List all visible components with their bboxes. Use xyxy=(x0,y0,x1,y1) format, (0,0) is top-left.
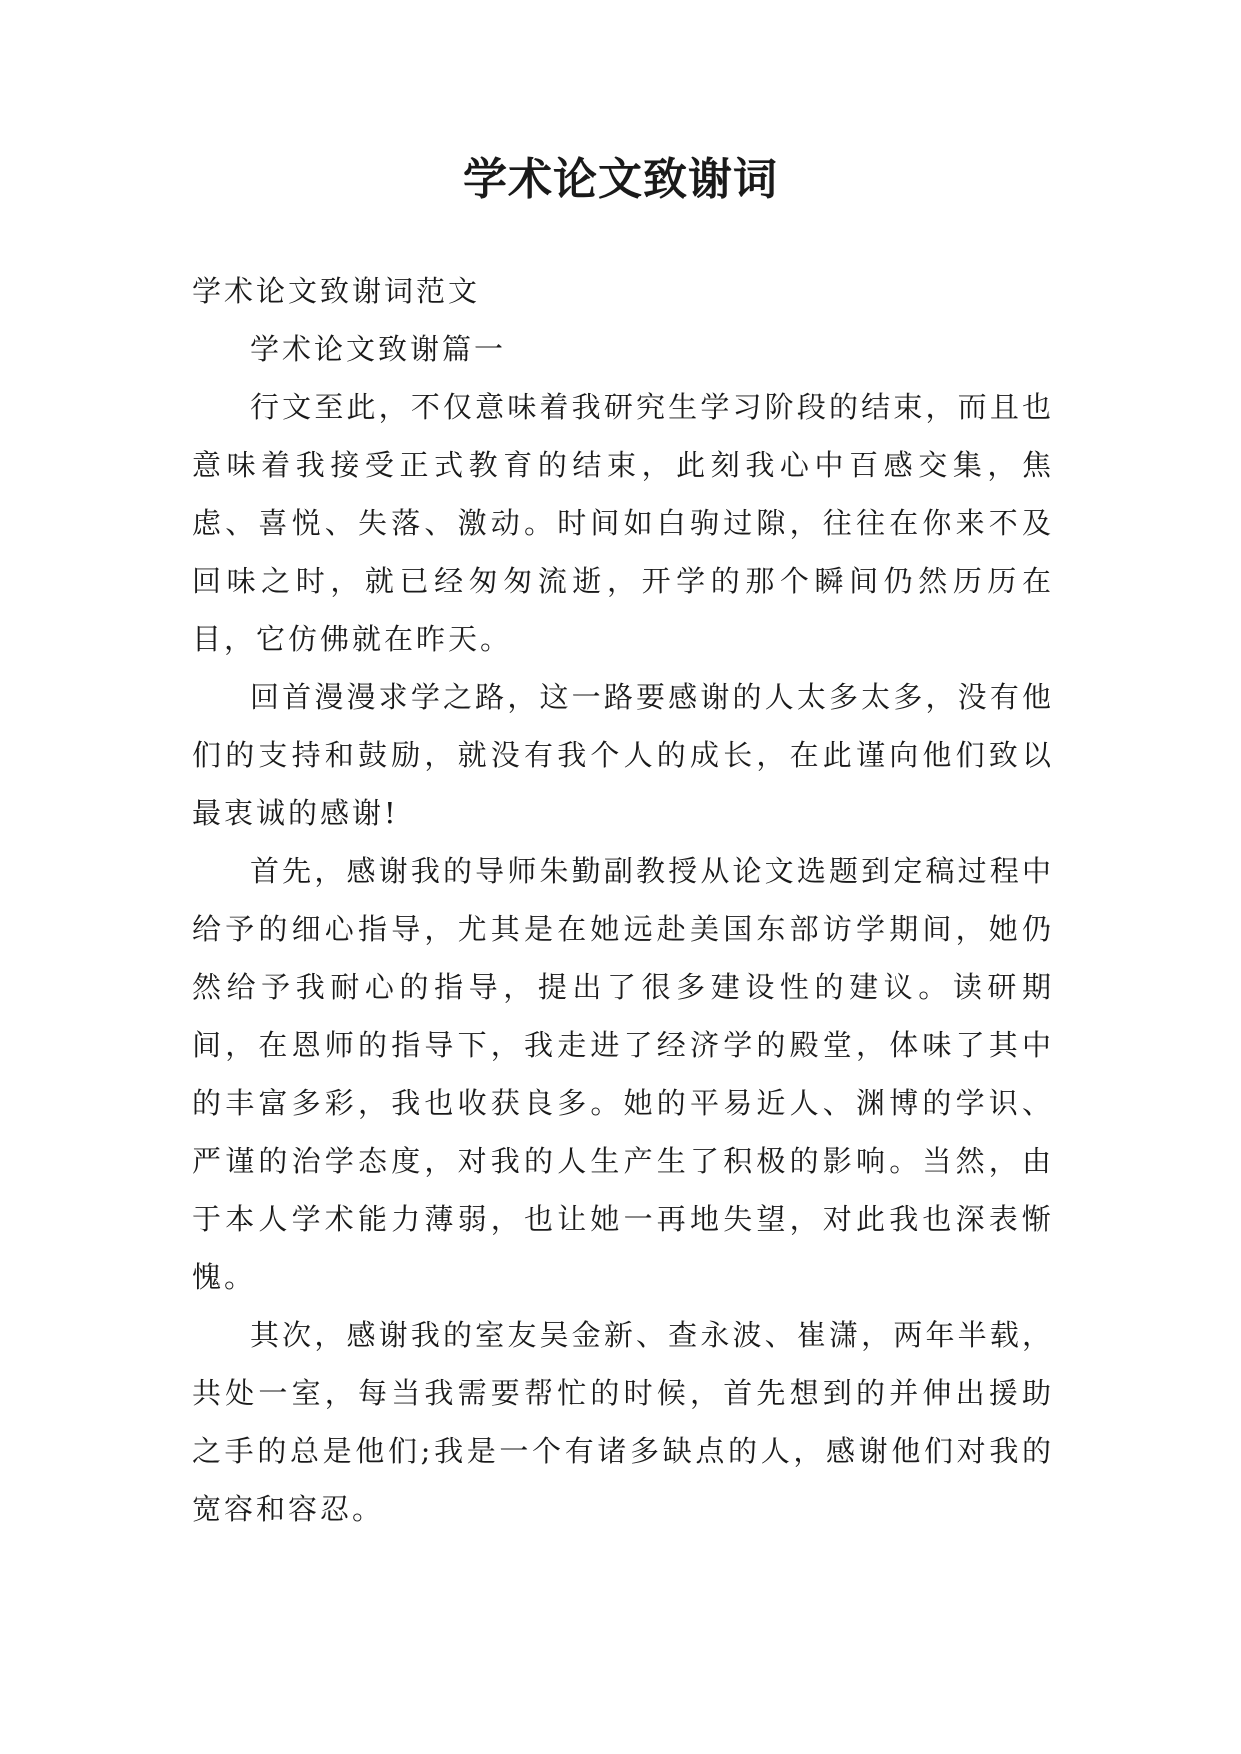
paragraph-1: 行文至此，不仅意味着我研究生学习阶段的结束，而且也意味着我接受正式教育的结束，此刻我心中百感交集，焦虑、喜悦、失落、激动。时间如白驹过隙，往往在你来不及回味之时，就已经匆匆流逝，开学的那个瞬间仍然历历在目，它仿佛就在昨天。 xyxy=(192,390,1054,656)
document-body xyxy=(192,262,1054,1538)
paragraph-4: 其次，感谢我的室友吴金新、查永波、崔潇，两年半载，共处一室，每当我需要帮忙的时候，首先想到的并伸出援助之手的总是他们;我是一个有诸多缺点的人，感谢他们对我的宽容和容忍。 xyxy=(192,1318,1054,1526)
paragraph-3: 首先，感谢我的导师朱勤副教授从论文选题到定稿过程中给予的细心指导，尤其是在她远赴美国东部访学期间，她仍然给予我耐心的指导，提出了很多建设性的建议。读研期间，在恩师的指导下，我走进了经济学的殿堂，体味了其中的丰富多彩，我也收获良多。她的平易近人、渊博的学识、严谨的治学态度，对我的人生产生了积极的影响。当然，由于本人学术能力薄弱，也让她一再地失望，对此我也深表惭愧。 xyxy=(192,854,1054,1294)
paragraph-2: 回首漫漫求学之路，这一路要感谢的人太多太多，没有他们的支持和鼓励，就没有我个人的成长，在此谨向他们致以最衷诚的感谢! xyxy=(192,680,1054,830)
section-heading: 学术论文致谢篇一 xyxy=(250,332,507,366)
document-subtitle: 学术论文致谢词范文 xyxy=(192,274,481,308)
document-title: 学术论文致谢词 xyxy=(463,154,778,205)
